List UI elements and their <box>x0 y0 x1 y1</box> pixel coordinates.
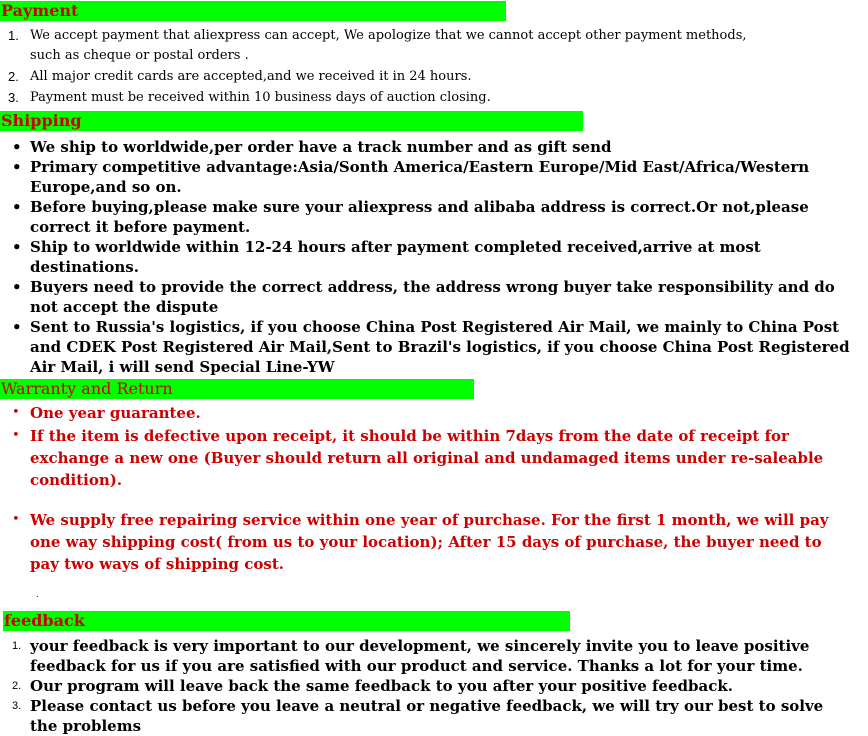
item-number: 1. <box>8 28 19 43</box>
item-number: 3. <box>8 90 19 105</box>
bullet-icon: • <box>12 512 20 527</box>
list-item-line: destinations. <box>30 258 139 276</box>
bullet-icon: • <box>12 138 22 156</box>
bullet-icon: • <box>12 198 22 216</box>
list-item-line: We accept payment that aliexpress can accept, We apologize that we cannot accept other payment methods, <box>30 28 747 43</box>
list-item-line: All major credit cards are accepted,and we received it in 24 hours. <box>30 69 472 84</box>
bullet-icon: • <box>12 158 22 176</box>
list-item-line: exchange a new one (Buyer should return all original and undamaged items under re-saleable <box>30 449 824 467</box>
bullet-icon: • <box>12 405 20 420</box>
list-item-line: Europe,and so on. <box>30 178 182 196</box>
item-number: 2. <box>12 680 22 692</box>
list-item-line: One year guarantee. <box>30 404 201 422</box>
shipping-header: Shipping <box>0 111 583 131</box>
list-item-line: Air Mail, i will send Special Line-YW <box>30 358 335 376</box>
list-item-line: Sent to Russia's logistics, if you choose China Post Registered Air Mail, we mainly to China Post <box>30 318 840 336</box>
item-number: 2. <box>8 69 19 84</box>
list-item-line: feedback for us if you are satisfied with our product and service. Thanks a lot for your time. <box>30 657 803 675</box>
list-item-line: Ship to worldwide within 12-24 hours after payment completed received,arrive at most <box>30 238 761 256</box>
item-number: 3. <box>12 700 22 712</box>
list-item-line: such as cheque or postal orders . <box>30 48 249 63</box>
list-item-line: Primary competitive advantage:Asia/Sonth America/Eastern Europe/Mid East/Africa/Western <box>30 158 810 176</box>
list-item-line: one way shipping cost( from us to your location); After 15 days of purchase, the buyer need to <box>30 533 822 551</box>
item-number: 1. <box>12 640 22 652</box>
list-item-line: Buyers need to provide the correct address, the address wrong buyer take responsibility and do <box>30 278 835 296</box>
bullet-icon: • <box>12 278 22 296</box>
list-item-line: and CDEK Post Registered Air Mail,Sent to Brazil's logistics, if you choose China Post Registered <box>30 338 850 356</box>
list-item-line: Please contact us before you leave a neutral or negative feedback, we will try our best to solve <box>30 697 824 715</box>
list-item-line: the problems <box>30 717 142 735</box>
bullet-icon: • <box>12 318 22 336</box>
stray-mark: . <box>36 590 39 599</box>
list-item-line: We supply free repairing service within one year of purchase. For the first 1 month, we will pay <box>30 511 829 529</box>
list-item-line: correct it before payment. <box>30 218 251 236</box>
list-item-line: We ship to worldwide,per order have a track number and as gift send <box>30 138 612 156</box>
list-item-line: not accept the dispute <box>30 298 219 316</box>
list-item-line: your feedback is very important to our development, we sincerely invite you to leave positive <box>30 637 810 655</box>
payment-header: Payment <box>0 1 506 21</box>
list-item-line: If the item is defective upon receipt, it should be within 7days from the date of receipt for <box>30 427 789 445</box>
list-item-line: condition). <box>30 471 123 489</box>
list-item-line: Our program will leave back the same feedback to you after your positive feedback. <box>30 677 733 695</box>
list-item-line: pay two ways of shipping cost. <box>30 555 284 573</box>
list-item-line: Payment must be received within 10 business days of auction closing. <box>30 90 491 105</box>
warranty-header: Warranty and Return <box>0 379 474 399</box>
feedback-header: feedback <box>3 611 570 631</box>
list-item-line: Before buying,please make sure your aliexpress and alibaba address is correct.Or not,please <box>30 198 809 216</box>
bullet-icon: • <box>12 428 20 443</box>
bullet-icon: • <box>12 238 22 256</box>
